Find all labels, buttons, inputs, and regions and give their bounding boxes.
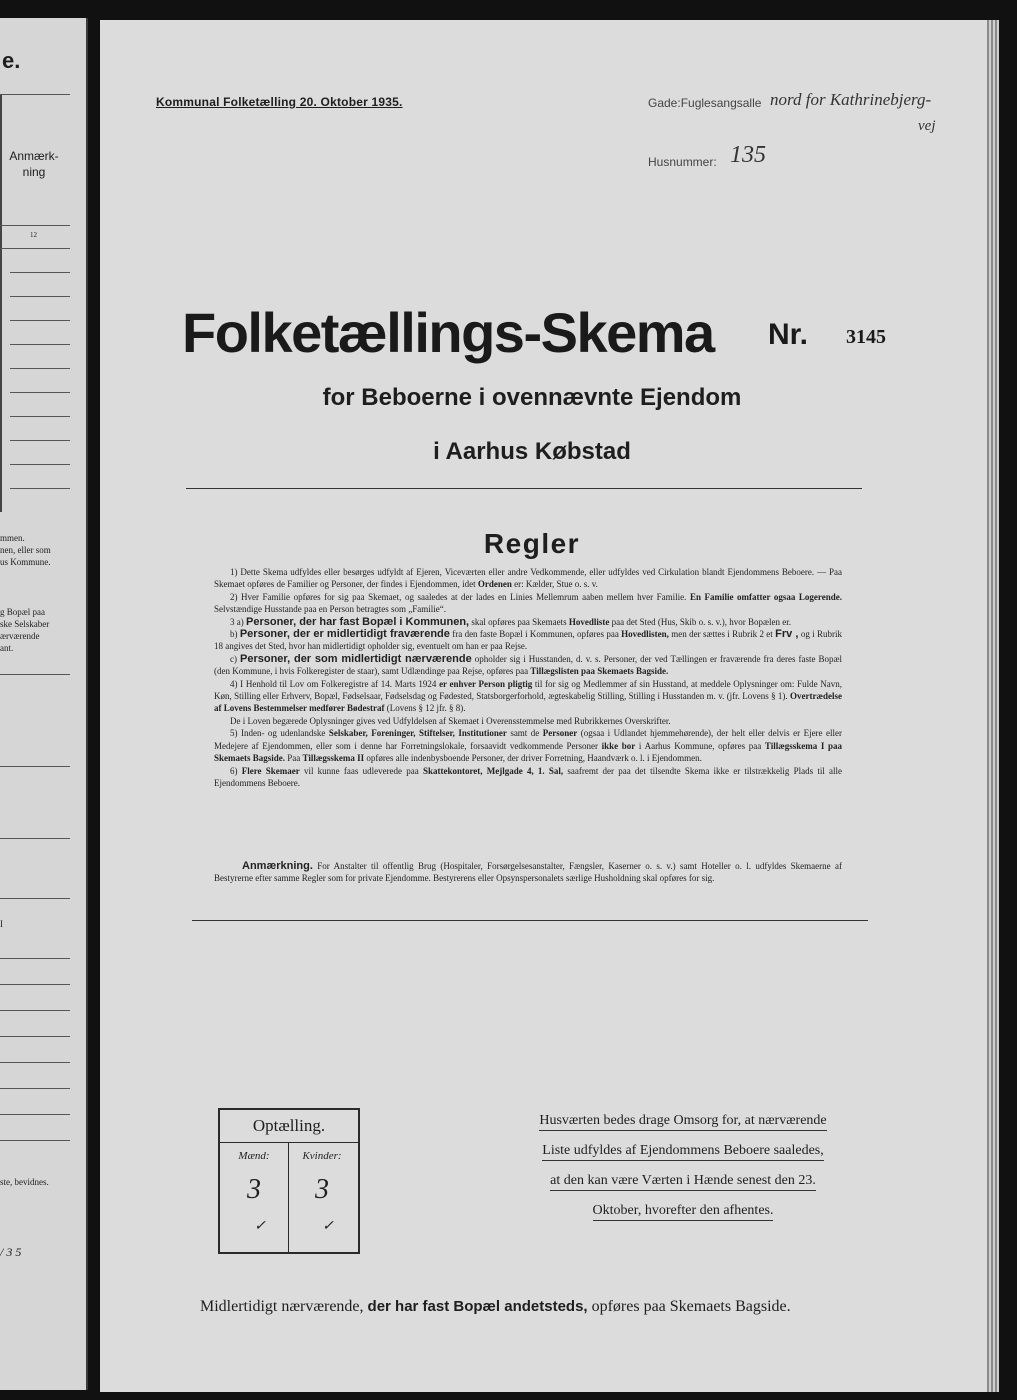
rule-4-note: De i Loven begærede Oplysninger gives ved Udfyldelsen af Skemaet i Overensstemmelse med Rubrikkernes Overskrifter. — [230, 715, 671, 726]
census-title: Kommunal Folketælling 20. Oktober 1935. — [156, 95, 403, 109]
left-page-rule — [0, 1140, 70, 1141]
notice-line: Husværten bedes drage Omsorg for, at nærværende — [539, 1111, 826, 1131]
house-number-label: Husnummer: — [648, 155, 717, 169]
street-field — [648, 96, 761, 110]
left-page-rule — [10, 272, 70, 273]
left-page-column-line — [0, 94, 2, 512]
left-page-rule — [0, 1088, 70, 1089]
left-page-rule — [0, 674, 70, 675]
notice-line: at den kan være Værten i Hænde senest den 23. — [550, 1171, 816, 1191]
rule-2: 2) Hver Familie opføres for sig paa Skemaet, og saaledes at der lades en Linies Mellemrum aaben mellem hver Familie. En Familie omfatter ogsaa Logerende. Selvstændige Husstande paa en Person betragtes som „Familie“. — [214, 591, 842, 615]
remark-note — [214, 860, 842, 885]
left-page-column-number: 12 — [30, 231, 37, 239]
left-page-rule — [10, 416, 70, 417]
census-form-page — [100, 20, 987, 1392]
left-page-rule — [10, 296, 70, 297]
rule-1: 1) Dette Skema udfyldes eller besørges udfyldt af Ejeren, Viceværten eller andre Vedkommende, eller udfyldes ved Cirkulation blandt Ejendommens Beboere. — Paa Skemaet opføres de Familier og Personer, der findes i Ejendommen, idet Ordenen er: Kælder, Stue o. s. v. — [214, 567, 842, 590]
left-page-fragment: nen, eller som — [0, 545, 51, 555]
notice-line: Oktober, hvorefter den afhentes. — [593, 1201, 774, 1221]
left-page-rule — [0, 94, 70, 95]
street-printed-value: Fuglesangsalle — [680, 96, 762, 110]
left-page-rule — [10, 440, 70, 441]
left-page-rule — [10, 488, 70, 489]
title-divider — [186, 488, 862, 489]
left-page-fragment: us Kommune. — [0, 557, 51, 567]
notice-line: Liste udfyldes af Ejendommens Beboere saaledes, — [542, 1141, 823, 1161]
left-page-fragment: g Bopæl paa — [0, 607, 45, 617]
rule-3a: 3 a) Personer, der har fast Bopæl i Kommunen, skal opføres paa Skemaets Hovedliste paa det Sted (Hus, Skib o. s. v.), hvor Bopælen er. — [230, 615, 791, 628]
rules-text — [214, 566, 842, 789]
women-check-icon: ✓ — [322, 1219, 334, 1234]
house-number-value: 135 — [730, 142, 766, 168]
left-page-fragment: I — [0, 919, 3, 929]
form-location: i Aarhus Købstad — [433, 438, 631, 465]
street-handwritten-value: nord for Kathrinebjerg- — [770, 90, 932, 109]
men-count: 3 — [247, 1174, 261, 1205]
remark-label: Anmærkning. — [242, 860, 313, 872]
form-number-label: Nr. — [768, 318, 809, 351]
left-page-rule — [10, 392, 70, 393]
form-number: 3145 — [846, 326, 886, 348]
left-page-rule — [0, 984, 70, 985]
form-title: Folketællings-Skema — [182, 301, 714, 364]
count-box — [218, 1108, 360, 1254]
left-page-fragment: ste, bevidnes. — [0, 1177, 49, 1187]
men-check-icon: ✓ — [254, 1219, 266, 1234]
left-page-rule — [0, 248, 70, 249]
left-page-rule — [0, 958, 70, 959]
left-page-fragment: ærværende — [0, 631, 40, 641]
left-page-rule — [10, 320, 70, 321]
women-label: Kvinder: — [302, 1150, 342, 1162]
street-handwritten-value-2: vej — [918, 118, 936, 134]
left-page-rule — [10, 464, 70, 465]
left-page-rule — [10, 344, 70, 345]
book-spine-edge — [987, 20, 999, 1392]
women-count: 3 — [315, 1174, 329, 1205]
rule-4: 4) I Henhold til Lov om Folkeregistre af 14. Marts 1924 er enhver Person pligtig til for sig og Medlemmer af sin Husstand, at meddele Oplysninger om: Fulde Navn, Køn, Stilling eller Erhverv, Bopæl, Fødselsaar, Fødselsdag og Fødested, Statsborgerforhold, ægteskabelig Stilling, Stilling i Husstanden m. v. (jfr. Lovens § 1). Overtrædelse af Lovens Bestemmelser medfører Bødestraf (Lovens § 12 jfr. § 8). — [214, 678, 843, 714]
left-page-rule — [0, 1010, 70, 1011]
left-page-rule — [0, 1114, 70, 1115]
count-title: Optælling. — [220, 1110, 358, 1143]
left-page-rule — [0, 766, 70, 767]
rules-heading: Regler — [483, 528, 581, 559]
rules-divider — [192, 920, 868, 921]
left-page-rule — [0, 898, 70, 899]
rule-5: 5) Inden- og udenlandske Selskaber, Foreninger, Stiftelser, Institutioner samt de Personer (ogsaa i Udlandet hjemmehørende), der helt eller delvis er Ejere eller Medejere af Ejendommen, eller som i denne har Forretningslokale, forsaavidt vedkommende Personer ikke bor i Aarhus Kommune, opføres paa Tillægsskema I paa Skemaets Bagside. Paa Tillægsskema II opføres alle indenbysboende Personer, der driver Forretning, Haandværk o. l. i Ejendommen. — [214, 728, 843, 764]
left-page-rule — [10, 368, 70, 369]
street-label: Gade: — [648, 96, 681, 110]
left-page-fragment: mmen. — [0, 533, 25, 543]
rule-6: 6) Flere Skemaer vil kunne faas udleverede paa Skattekontoret, Mejlgade 4, 1. Sal, saafremt der paa det tilsendte Skema ikke er tilstrækkelig Plads til alle Ejendommens Beboere. — [214, 765, 843, 788]
left-page-fragment: ant. — [0, 643, 14, 653]
left-page-fragment: / 3 5 — [0, 1245, 22, 1259]
left-facing-page — [0, 18, 88, 1390]
rule-3c: c) Personer, der som midlertidigt nærværende opholder sig i Husstanden, d. v. s. Personer, der ved Tællingen er fraværende fra deres faste Bopæl (den Kommune, i hvis Folkeregister de staar), samt Udlændinge paa Rejse, opføres paa Tillægslisten paa Skemaets Bagside. — [214, 652, 842, 677]
remark-text: For Anstalter til offentlig Brug (Hospitaler, Forsørgelsesanstalter, Fængsler, Kaserner o. s. v.) samt Hoteller o. l. udfyldes Skemaerne af Bestyrerne efter samme Regler som for private Ejendomme. Bestyrerens eller Opsynspersonalets særlige Husholdning skal opføres for sig. — [214, 861, 843, 884]
rule-3b: b) Personer, der er midlertidigt fraværende fra den faste Bopæl i Kommunen, opføres paa Hovedlisten, men der sættes i Rubrik 2 et Frv , og i Rubrik 18 angives det Sted, hvor han midlertidigt opholder sig, eventuelt om han er paa Rejse. — [214, 628, 843, 652]
left-page-rule — [0, 225, 70, 226]
left-page-fragment: ske Selskaber — [0, 619, 50, 629]
left-page-rule — [0, 1062, 70, 1063]
left-page-letter: e. — [2, 48, 21, 73]
men-label: Mænd: — [238, 1150, 270, 1162]
landlord-notice — [518, 1108, 848, 1228]
left-page-column-header: Anmærk-ning — [9, 149, 59, 179]
left-page-rule — [0, 838, 70, 839]
footer-note: Midlertidigt nærværende, der har fast Bopæl andetsteds, opføres paa Skemaets Bagside. — [200, 1298, 791, 1315]
form-subtitle: for Beboerne i ovennævnte Ejendom — [322, 384, 742, 411]
left-page-rule — [0, 1036, 70, 1037]
